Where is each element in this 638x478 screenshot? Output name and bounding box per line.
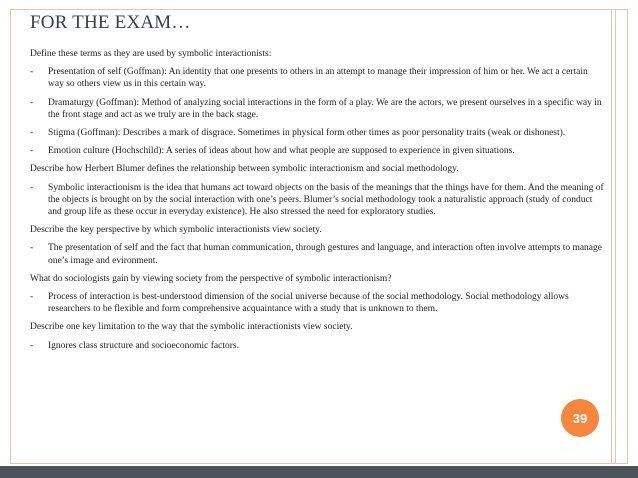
slide-title: FOR THE EXAM…	[30, 12, 191, 33]
bottom-band	[0, 466, 638, 478]
bullet-text: Stigma (Goffman): Describes a mark of disgrace. Sometimes in physical form other times as poor personality traits (weak or dishonest).	[48, 128, 566, 139]
bullet-text: Dramaturgy (Goffman): Method of analyzing social interactions in the form of a play. We are the actors, we present ourselves in a specific way in the front stage and act as we truly are in the back stage.	[48, 97, 602, 120]
question-1: Define these terms as they are used by symbolic interactionists:	[30, 49, 272, 59]
question-5: Describe one key limitation to the way that the symbolic interactionists view society.	[30, 322, 353, 333]
bullet-item	[30, 127, 605, 139]
bullet-text: Presentation of self (Goffman): An identity that one presents to others in an attempt to manage their impression of him or her. We act a certain way so others view us in this certain way.	[48, 67, 588, 90]
side-rule	[611, 9, 612, 464]
dash-marker: -	[30, 340, 34, 351]
bullet-item	[30, 97, 605, 121]
slide-content	[30, 48, 605, 358]
dash-marker: -	[30, 67, 34, 78]
bullet-item	[30, 291, 605, 315]
page-number-badge: 39	[561, 399, 599, 437]
bullet-item	[30, 66, 605, 90]
question-2: Describe how Herbert Blumer defines the relationship between symbolic interactionism and social methodology.	[30, 164, 459, 175]
dash-marker: -	[30, 128, 34, 139]
dash-marker: -	[30, 146, 34, 157]
bullet-text: Process of interaction is best-understood dimension of the social universe because of the social methodology. Social methodology allows researchers to be flexible and form comprehensive acquaintance with a study that is unknown to them.	[48, 292, 569, 315]
dash-marker: -	[30, 292, 34, 303]
bullet-text: Emotion culture (Hochschild): A series of ideas about how and what people are supposed to experience in given situations.	[48, 146, 515, 157]
bullet-text: Symbolic interactionism is the idea that humans act toward objects on the basis of the meanings that the things have for them. And the meaning of the objects is brought on by the social interaction with one’s peers. Blumer’s social methodology took a naturalistic approach (study of conduct and group life as these occur in everyday existence). He also stressed the need for exploratory studies.	[48, 182, 604, 218]
dash-marker: -	[30, 243, 34, 254]
bullet-text: The presentation of self and the fact that human communication, through gestures and language, and interaction often involve attempts to manage one’s image and evironment.	[48, 243, 602, 266]
dash-marker: -	[30, 182, 34, 193]
bullet-item	[30, 145, 605, 157]
side-rule	[615, 9, 616, 464]
dash-marker: -	[30, 97, 34, 108]
bullet-item	[30, 242, 605, 266]
bullet-text: Ignores class structure and socioeconomic factors.	[48, 340, 239, 351]
bullet-item	[30, 182, 605, 219]
question-4: What do sociologists gain by viewing society from the perspective of symbolic interactionism?	[30, 273, 392, 284]
bullet-item	[30, 340, 605, 352]
question-3: Describe the key perspective by which symbolic interactionists view society.	[30, 225, 322, 236]
